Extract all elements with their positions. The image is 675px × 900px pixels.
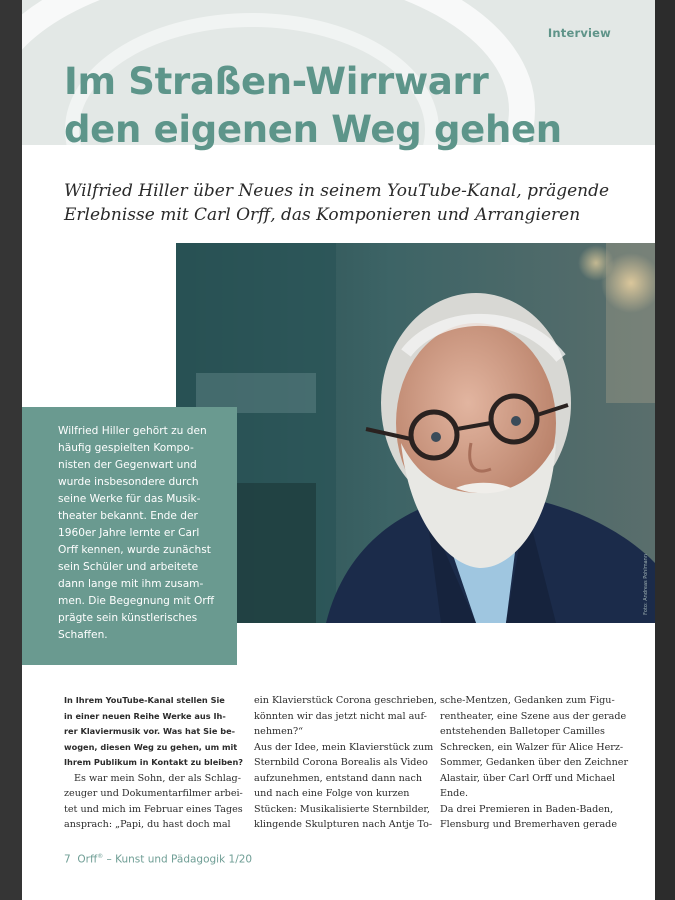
body-line: Schrecken, ein Walzer für Alice Herz-: [440, 741, 624, 753]
question-line: wogen, diesen Weg zu gehen, um mit: [64, 741, 238, 752]
magazine-page: [22, 0, 655, 900]
text-column-1: [64, 693, 242, 833]
body-line: Flensburg und Bremerhaven gerade: [440, 819, 617, 830]
text-column-3: [440, 693, 629, 833]
text-column-2: [254, 693, 437, 833]
body-line: Ende.: [440, 788, 469, 799]
footer-publication: – Kunst und Pädagogik 1/20: [103, 853, 253, 866]
footer-brand: Orff: [77, 853, 98, 866]
body-line: Aus der Idee, mein Klavierstück zum: [254, 741, 434, 753]
portrait-illustration: [176, 243, 655, 623]
body-line: zeuger und Dokumentarfilmer arbei-: [64, 788, 243, 799]
page-footer: [64, 853, 252, 866]
body-line: nehmen?“: [254, 726, 304, 737]
body-line: Alastair, über Carl Orff und Michael: [440, 772, 616, 784]
question-line: In Ihrem YouTube-Kanal stellen Sie: [64, 695, 225, 705]
body-line: Sommer, Gedanken über den Zeichner: [440, 757, 629, 768]
body-line: Es war mein Sohn, der als Schlag-: [74, 772, 241, 784]
subtitle-line-1: Wilfried Hiller über Neues in seinem YouTube-Kanal, prägende: [64, 181, 610, 201]
body-line: Sternbild Corona Borealis als Video: [254, 757, 428, 768]
body-line: ein Klavierstück Corona geschrieben,: [254, 695, 437, 706]
body-line: entstehenden Balletoper Camilles: [440, 726, 605, 737]
reader-frame-left: [0, 0, 22, 900]
question-line: rer Klaviermusik vor. Was hat Sie be-: [64, 726, 236, 736]
article-title: [64, 58, 644, 154]
intro-line: Schaffen.: [58, 629, 108, 641]
body-line: aufzunehmen, entstand dann nach: [254, 772, 423, 784]
question-line: Ihrem Publikum in Kontakt zu bleiben?: [64, 757, 244, 767]
intro-line: prägte sein künstlerisches: [58, 612, 198, 624]
registered-mark: ®: [97, 853, 104, 860]
body-line: klingende Skulpturen nach Antje To-: [254, 819, 433, 830]
body-line: tet und mich im Februar eines Tages: [64, 803, 243, 815]
body-line: ansprach: „Papi, du hast doch mal: [64, 819, 231, 830]
intro-line: seine Werke für das Musik-: [58, 493, 201, 505]
page-number: 7: [64, 853, 71, 866]
section-label: Interview: [547, 26, 611, 40]
reader-frame-right: [655, 0, 675, 900]
title-line-2: den eigenen Weg gehen: [64, 108, 562, 151]
portrait-photo: [176, 243, 655, 623]
intro-line: Orff kennen, wurde zunächst: [58, 544, 211, 556]
subtitle-line-2: Erlebnisse mit Carl Orff, das Komponieren und Arrangieren: [64, 205, 581, 225]
question-line: in einer neuen Reihe Werke aus Ih-: [64, 710, 226, 721]
intro-text: [58, 423, 227, 644]
body-line: Da drei Premieren in Baden-Baden,: [440, 803, 614, 815]
intro-line: Wilfried Hiller gehört zu den: [58, 425, 207, 437]
body-line: rentheater, eine Szene aus der gerade: [440, 710, 627, 722]
body-line: Stücken: Musikalisierte Sternbilder,: [254, 803, 430, 815]
intro-line: wurde insbesondere durch: [58, 476, 199, 488]
intro-line: sein Schüler und arbeitete: [58, 561, 199, 573]
intro-line: men. Die Begegnung mit Orff: [58, 595, 215, 607]
intro-line: häufig gespielten Kompo-: [58, 442, 194, 454]
title-line-1: Im Straßen-Wirrwarr: [64, 60, 489, 103]
photo-credit: Foto: Andreas Pohlmann: [643, 554, 649, 615]
intro-box: [22, 407, 237, 665]
intro-line: 1960er Jahre lernte er Carl: [58, 527, 200, 539]
body-line: sche-Mentzen, Gedanken zum Figu-: [440, 695, 615, 706]
article-subtitle: [64, 179, 624, 227]
intro-line: dann lange mit ihm zusam-: [58, 578, 204, 590]
intro-line: theater bekannt. Ende der: [58, 510, 198, 522]
body-line: und nach eine Folge von kurzen: [254, 788, 410, 799]
intro-line: nisten der Gegenwart und: [58, 459, 197, 471]
body-line: könnten wir das jetzt nicht mal auf-: [254, 710, 427, 722]
